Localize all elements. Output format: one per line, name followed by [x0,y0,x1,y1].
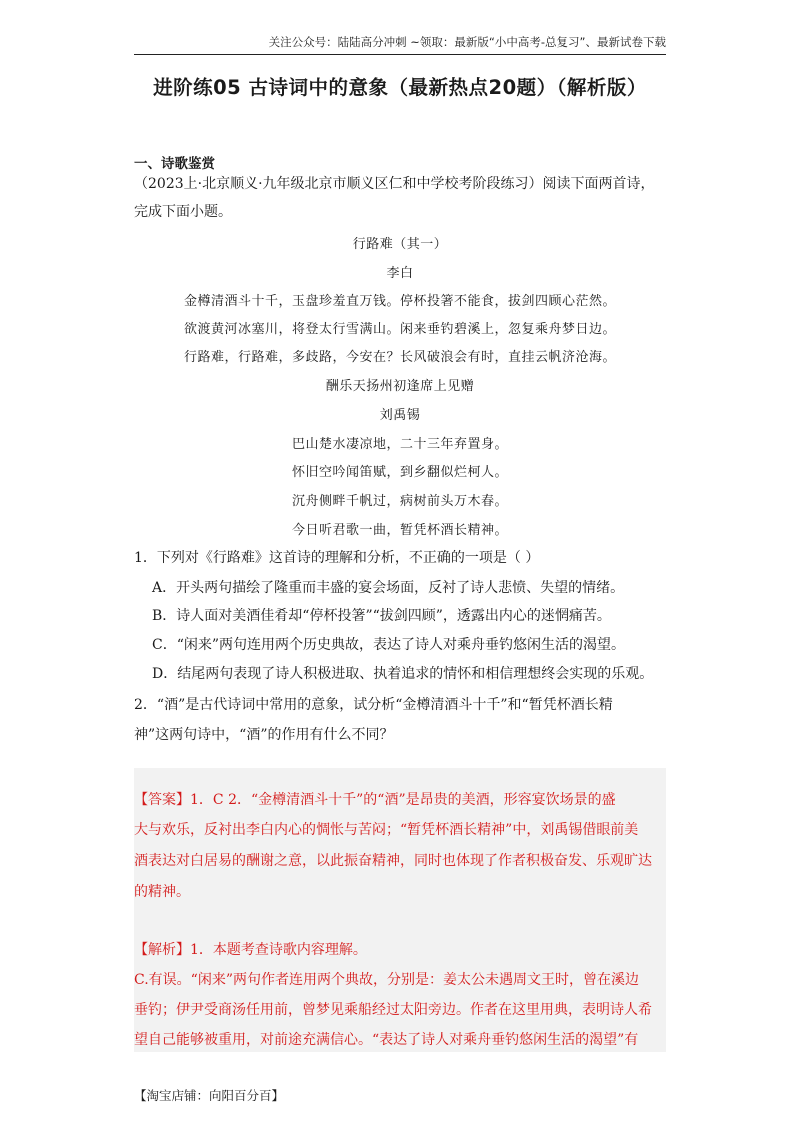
analysis-line: 垂钓；伊尹受商汤任用前，曾梦见乘船经过太阳旁边。作者在这里用典，表明诗人希 [134,1002,652,1018]
answer-line: 酒表达对白居易的酬谢之意，以此振奋精神，同时也体现了作者积极奋发、乐观旷达 [134,853,652,869]
page-title: 进阶练05 古诗词中的意象（最新热点20题）（解析版） [153,76,647,99]
intro-line: （2023上·北京顺义·九年级北京市顺义区仁和中学校考阶段练习）阅读下面两首诗， [134,176,655,192]
answer-line: 的精神。 [134,884,190,900]
poem-line: 行路难，行路难，多歧路，今安在？长风破浪会有时，直挂云帆济沧海。 [183,350,616,365]
poem-line: 怀旧空吟闻笛赋，到乡翻似烂柯人。 [291,465,508,480]
answer-line: 大与欢乐，反衬出李白内心的惆怅与苦闷；“暂凭杯酒长精神”中，刘禹锡借眼前美 [134,822,639,838]
page-footer: 【淘宝店铺：向阳百分百】 [134,1088,285,1103]
question-option: C．“闲来”两句连用两个历史典故，表达了诗人对乘舟垂钓悠闲生活的渴望。 [152,637,626,653]
poem-line: 今日听君歌一曲，暂凭杯酒长精神。 [291,523,508,538]
page-header: 关注公众号：陆陆高分冲刺 ~领取：最新版“小中高考-总复习”、最新试卷下载 [134,34,666,55]
poem-title: 酬乐天扬州初逢席上见赠 [325,379,475,394]
question-option: D．结尾两句表现了诗人积极进取、执着追求的情怀和相信理想终会实现的乐观。 [152,666,654,682]
poem-author: 李白 [386,266,414,281]
question-option: A．开头两句描绘了隆重而丰盛的宴会场面，反衬了诗人悲愤、失望的情绪。 [152,580,625,596]
analysis-line: C.有误。“闲来”两句作者连用两个典故，分别是：姜太公未遇周文王时，曾在溪边 [134,972,639,988]
poem-author: 刘禹锡 [379,408,421,423]
poem-line: 欲渡黄河冰塞川，将登太行雪满山。闲来垂钓碧溪上，忽复乘舟梦日边。 [183,322,616,337]
analysis-line: 望自己能够被重用，对前途充满信心。“表达了诗人对乘舟垂钓悠闲生活的渴望”有 [134,1032,639,1048]
question-stem: 2．“酒”是古代诗词中常用的意象，试分析“金樽清酒斗十千”和“暂凭杯酒长精 [134,697,613,713]
poem-line: 沉舟侧畔千帆过，病树前头万木春。 [291,494,508,509]
question-stem: 1．下列对《行路难》这首诗的理解和分析，不正确的一项是（ ） [134,550,540,566]
analysis-line: 【解析】1．本题考查诗歌内容理解。 [134,942,367,958]
section-heading: 一、诗歌鉴赏 [134,156,215,172]
question-option: B．诗人面对美酒佳肴却“停杯投箸”“拔剑四顾”，透露出内心的迷惘痛苦。 [152,608,611,624]
answer-line: 【答案】1．C 2．“金樽清酒斗十千”的“酒”是昂贵的美酒，形容宴饮场景的盛 [134,792,616,808]
poem-title: 行路难（其一） [352,237,448,252]
intro-line: 完成下面小题。 [134,204,232,220]
question-stem: 神”这两句诗中，“酒”的作用有什么不同？ [134,727,394,743]
poem-line: 金樽清酒斗十千，玉盘珍羞直万钱。停杯投箸不能食，拔剑四顾心茫然。 [183,294,616,309]
poem-line: 巴山楚水凄凉地，二十三年弃置身。 [291,437,508,452]
